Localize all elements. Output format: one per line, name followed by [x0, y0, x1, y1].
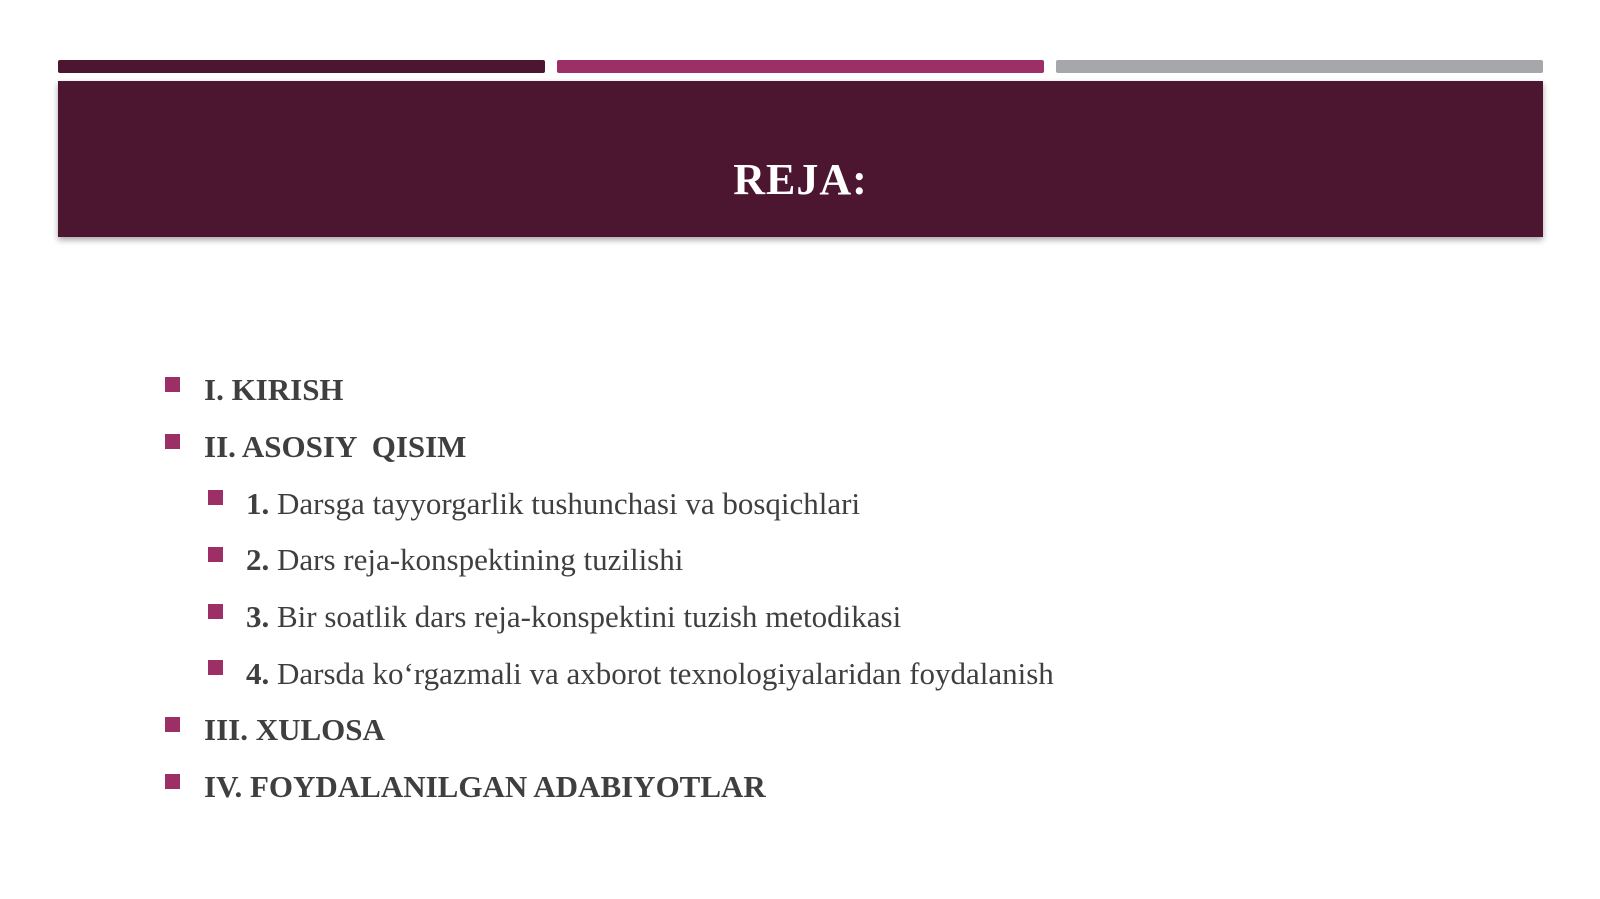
- list-item-text: II. ASOSIY QISIM: [204, 429, 467, 465]
- list-item-references: [165, 759, 1465, 816]
- accent-bar-gray: [1056, 60, 1543, 73]
- square-bullet-icon: [208, 547, 223, 562]
- square-bullet-icon: [165, 377, 180, 392]
- sub-list-item-2: [165, 532, 1465, 589]
- list-item-text: IV. FOYDALANILGAN ADABIYOTLAR: [204, 769, 766, 805]
- square-bullet-icon: [165, 434, 180, 449]
- list-item-conclusion: [165, 702, 1465, 759]
- sub-item-text: Dars reja-konspektining tuzilishi: [269, 542, 684, 578]
- sub-list-item-4: [165, 645, 1465, 702]
- sub-item-text: Darsda ko‘rgazmali va axborot texnologiyalaridan foydalanish: [269, 655, 1054, 691]
- sub-item-number: 4.: [246, 655, 270, 691]
- slide-title: REJA:: [733, 154, 868, 204]
- list-item-main-part: [165, 419, 1465, 476]
- sub-item-number: 2.: [246, 542, 270, 578]
- square-bullet-icon: [165, 774, 180, 789]
- square-bullet-icon: [208, 604, 223, 619]
- sub-list-item-1: [165, 475, 1465, 532]
- sub-list-item-3: [165, 589, 1465, 646]
- sub-item-text: Bir soatlik dars reja-konspektini tuzish metodikasi: [269, 599, 902, 635]
- accent-bar-magenta: [557, 60, 1044, 73]
- square-bullet-icon: [208, 490, 223, 505]
- accent-bar-dark: [58, 60, 545, 73]
- list-item-text: I. KIRISH: [204, 372, 344, 408]
- list-item-text: III. XULOSA: [204, 712, 385, 748]
- sub-item-number: 3.: [246, 599, 270, 635]
- sub-item-text: Darsga tayyorgarlik tushunchasi va bosqichlari: [269, 485, 861, 521]
- square-bullet-icon: [165, 717, 180, 732]
- title-band: [58, 81, 1543, 237]
- list-item-intro: [165, 362, 1465, 419]
- square-bullet-icon: [208, 660, 223, 675]
- outline-list: [165, 362, 1465, 816]
- sub-item-number: 1.: [246, 485, 270, 521]
